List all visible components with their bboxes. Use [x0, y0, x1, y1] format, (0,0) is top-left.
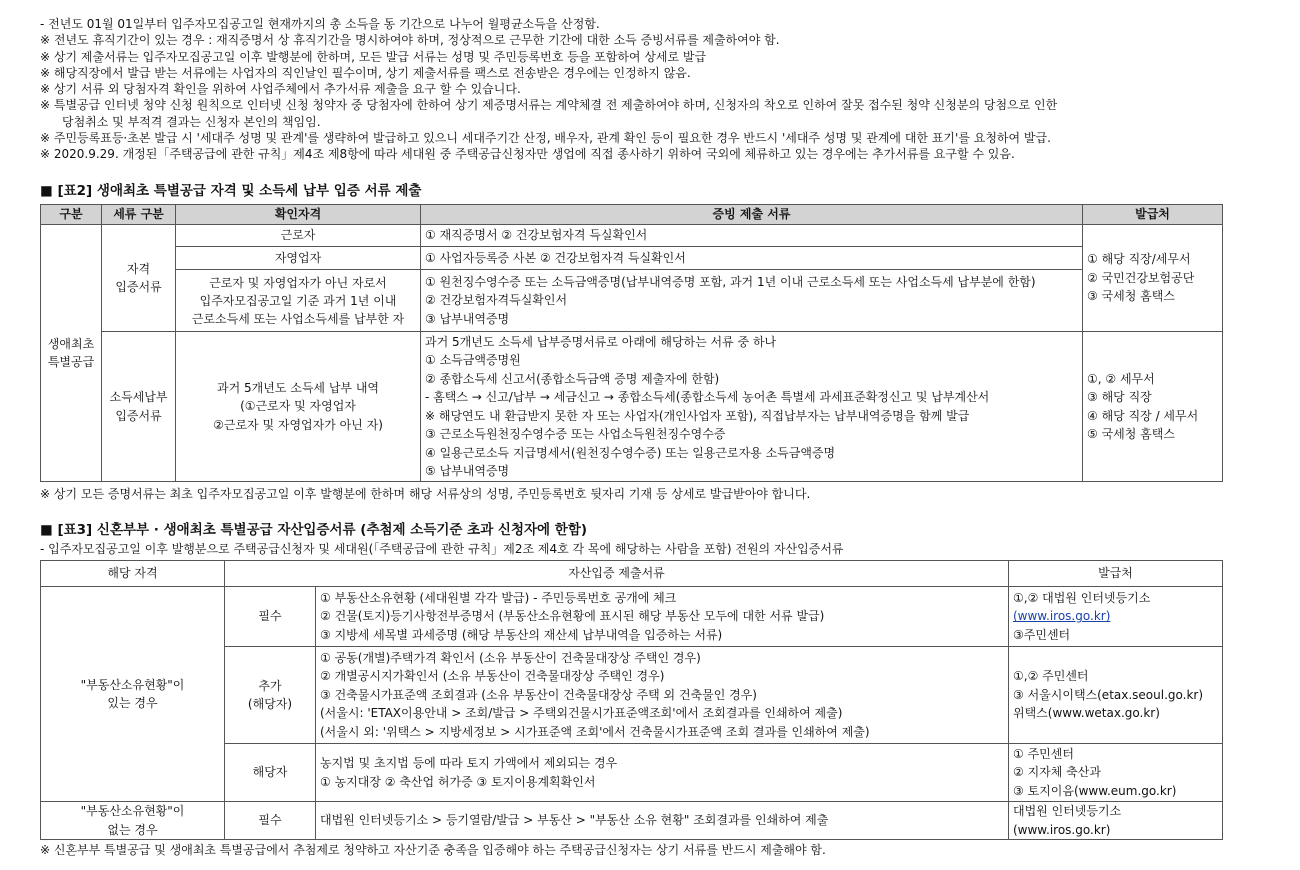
- table2-header: 세류 구분: [102, 205, 176, 225]
- table2-docs-cell: ① 재직증명서 ② 건강보험자격 득실확인서: [421, 225, 1083, 247]
- note-line: ※ 2020.9.29. 개정된「주택공급에 관한 규칙」제4조 제8항에 따라 세대원 중 주택공급신청자만 생업에 직접 종사하기 위하여 국외에 체류하고 있는 경우에는 추가서류를 요구할 수 있음.: [40, 147, 1015, 162]
- table3-title: ■ [표3] 신혼부부 · 생애최초 특별공급 자산입증서류 (추첨제 소득기준 초과 신청자에 한함): [40, 522, 588, 538]
- table3-subtitle: - 입주자모집공고일 이후 발행분으로 주택공급신청자 및 세대원(「주택공급에 관한 규칙」제2조 제4호 각 목에 해당하는 사람을 포함) 전원의 자산입증서류: [40, 542, 844, 556]
- table2-sub-cell: 자격 입증서류: [102, 225, 176, 332]
- note-line: ※ 상기 서류 외 당첨자격 확인을 위하여 사업주체에서 추가서류 제출을 요구 할 수 있습니다.: [40, 82, 521, 97]
- table3-qual-cell: "부동산소유현황"이 있는 경우: [41, 587, 225, 802]
- note-line: ※ 특별공급 인터넷 청약 신청 원칙으로 인터넷 신청 청약자 중 당첨자에 한하여 상기 제증명서류는 계약체결 전 제출하여야 하며, 신청자의 착오로 인하여 잘못 접수된 청약 신청분의 당첨으로 인한: [40, 98, 1058, 113]
- table2-header: 발급처: [1083, 205, 1223, 225]
- table2-qual-cell: 자영업자: [176, 247, 421, 270]
- table2-issuer-cell: ① 해당 직장/세무서 ② 국민건강보험공단 ③ 국세청 홈택스: [1083, 225, 1223, 332]
- table3-header: 발급처: [1009, 561, 1223, 587]
- table2-docs-cell: 과거 5개년도 소득세 납부증명서류로 아래에 해당하는 서류 중 하나 ① 소득금액증명원 ② 종합소득세 신고서(종합소득금액 증명 제출자에 한함) - 홈택스 → 신고/납부 → 세금신고 → 종합소득세(종합소득세 농어촌 특별세 과세표준확정신고 및 납부계산서 ※ 해당연도 내 환급받지 못한 자 또는 사업자(개인사업자 포함), 직접납부자는 납부내역증명을 함께 발급 ③ 근로소득원천징수영수증 또는 사업소득원천징수영수증 ④ 일용근로소득 지급명세서(원천징수영수증) 또는 일용근로자용 소득금액증명 ⑤ 납부내역증명: [421, 332, 1083, 482]
- table3-qual-cell: "부동산소유현황"이 없는 경우: [41, 802, 225, 840]
- iros-link[interactable]: (www.iros.go.kr): [1013, 609, 1111, 624]
- table3-header: 자산입증 제출서류: [225, 561, 1009, 587]
- table2: [40, 204, 1223, 482]
- table3-type-cell: 필수: [225, 587, 316, 647]
- table3-type-cell: 해당자: [225, 744, 316, 802]
- table2-qual-cell: 근로자: [176, 225, 421, 247]
- table2-header: 증빙 제출 서류: [421, 205, 1083, 225]
- table3-docs-cell: ① 부동산소유현황 (세대원별 각각 발급) - 주민등록번호 공개에 체크 ② 건물(토지)등기사항전부증명서 (부동산소유현황에 표시된 해당 부동산 모두에 대한 서류 발급) ③ 지방세 세목별 과세증명 (해당 부동산의 재산세 납부내역을 입증하는 서류): [316, 587, 1009, 647]
- note-line: ※ 주민등록표등·초본 발급 시 '세대주 성명 및 관계'를 생략하여 발급하고 있으니 세대주기간 산정, 배우자, 관계 확인 등이 필요한 경우 반드시 '세대주 성명 및 관계에 대한 표기'를 요청하여 발급.: [40, 131, 1051, 146]
- table2-sub-cell: 소득세납부 입증서류: [102, 332, 176, 482]
- table3-issuer-cell: ①,② 대법원 인터넷등기소 (www.iros.go.kr) ③주민센터: [1009, 587, 1223, 647]
- table2-footnote: ※ 상기 모든 증명서류는 최초 입주자모집공고일 이후 발행분에 한하며 해당 서류상의 성명, 주민등록번호 뒷자리 기재 등 상세로 발급받아야 합니다.: [40, 487, 811, 501]
- table3-type-cell: 추가 (해당자): [225, 647, 316, 744]
- table2-qual-cell: 과거 5개년도 소득세 납부 내역 (①근로자 및 자영업자 ②근로자 및 자영업자가 아닌 자): [176, 332, 421, 482]
- table3-footnote: ※ 신혼부부 특별공급 및 생애최초 특별공급에서 추첨제로 청약하고 자산기준 충족을 입증해야 하는 주택공급신청자는 상기 서류를 반드시 제출해야 함.: [40, 843, 826, 857]
- note-line: - 전년도 01월 01일부터 입주자모집공고일 현재까지의 총 소득을 동 기간으로 나누어 월평균소득을 산정함.: [40, 17, 600, 31]
- note-line: ※ 전년도 휴직기간이 있는 경우 : 재직증명서 상 휴직기간을 명시하여야 하며, 정상적으로 근무한 기간에 대한 소득 증빙서류를 제출하여야 함.: [40, 33, 780, 48]
- table2-docs-cell: ① 사업자등록증 사본 ② 건강보험자격 득실확인서: [421, 247, 1083, 270]
- table2-issuer-cell: ①, ② 세무서 ③ 해당 직장 ④ 해당 직장 / 세무서 ⑤ 국세청 홈택스: [1083, 332, 1223, 482]
- table3-docs-cell: ① 공동(개별)주택가격 확인서 (소유 부동산이 건축물대장상 주택인 경우) ② 개별공시지가확인서 (소유 부동산이 건축물대장상 주택인 경우) ③ 건축물시가표준액 조회결과 (소유 부동산이 건축물대장상 주택 외 건축물인 경우) (서울시: 'ETAX이용안내 > 조회/발급 > 주택외건물시가표준액조회'에서 조회결과를 인쇄하여 제출) (서울시 외: '위택스 > 지방세정보 > 시가표준액 조회'에서 건축물시가표준액 조회 결과를 인쇄하여 제출): [316, 647, 1009, 744]
- table3-issuer-cell: 대법원 인터넷등기소 (www.iros.go.kr): [1009, 802, 1223, 840]
- table2-qual-cell: 근로자 및 자영업자가 아닌 자로서 입주자모집공고일 기준 과거 1년 이내 근로소득세 또는 사업소득세를 납부한 자: [176, 270, 421, 332]
- table2-docs-cell: ① 원천징수영수증 또는 소득금액증명(납부내역증명 포함, 과거 1년 이내 근로소득세 또는 사업소득세 납부분에 한함) ② 건강보험자격득실확인서 ③ 납부내역증명: [421, 270, 1083, 332]
- table2-header: 확인자격: [176, 205, 421, 225]
- notes-block: [40, 16, 1280, 163]
- table3-issuer-cell: ① 주민센터 ② 지자체 축산과 ③ 토지이음(www.eum.go.kr): [1009, 744, 1223, 802]
- table3: [40, 560, 1223, 840]
- note-line: 당첨취소 및 부적격 결과는 신청자 본인의 책임임.: [62, 114, 321, 129]
- table3-issuer-cell: ①,② 주민센터 ③ 서울시이택스(etax.seoul.go.kr) 위택스(www.wetax.go.kr): [1009, 647, 1223, 744]
- table3-type-cell: 필수: [225, 802, 316, 840]
- table2-header: 구분: [41, 205, 102, 225]
- note-line: ※ 해당직장에서 발급 받는 서류에는 사업자의 직인날인 필수이며, 상기 제출서류를 팩스로 전송받은 경우에는 인정하지 않음.: [40, 65, 691, 80]
- table2-title: ■ [표2] 생애최초 특별공급 자격 및 소득세 납부 입증 서류 제출: [40, 183, 422, 199]
- table2-group-cell: 생애최초 특별공급: [41, 225, 102, 482]
- table3-docs-cell: 농지법 및 초지법 등에 따라 토지 가액에서 제외되는 경우 ① 농지대장 ② 축산업 허가증 ③ 토지이용계획확인서: [316, 744, 1009, 802]
- note-line: ※ 상기 제출서류는 입주자모집공고일 이후 발행분에 한하며, 모든 발급 서류는 성명 및 주민등록번호 등을 포함하여 상세로 발급: [40, 49, 707, 64]
- table3-header: 해당 자격: [41, 561, 225, 587]
- table3-docs-cell: 대법원 인터넷등기소 > 등기열람/발급 > 부동산 > "부동산 소유 현황" 조회결과를 인쇄하여 제출: [316, 802, 1009, 840]
